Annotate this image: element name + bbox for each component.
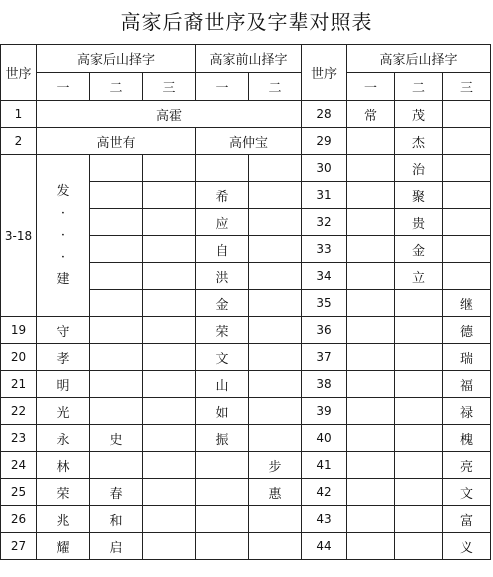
gen-cell: 19 bbox=[1, 317, 37, 344]
empty-cell bbox=[347, 344, 395, 371]
sub-header: 二 bbox=[90, 73, 143, 101]
name-cell bbox=[90, 371, 143, 398]
table-row bbox=[1, 533, 491, 560]
name-cell: 贵 bbox=[395, 209, 443, 236]
name-cell: 启 bbox=[90, 533, 143, 560]
empty-cell bbox=[90, 290, 143, 317]
name-cell: 振 bbox=[196, 425, 249, 452]
empty-cell bbox=[249, 182, 302, 209]
gen-cell: 32 bbox=[302, 209, 347, 236]
empty-cell bbox=[347, 371, 395, 398]
gen-cell: 41 bbox=[302, 452, 347, 479]
name-cell: 洪 bbox=[196, 263, 249, 290]
name-cell bbox=[143, 533, 196, 560]
table-row bbox=[1, 398, 491, 425]
name-cell: 史 bbox=[90, 425, 143, 452]
name-cell bbox=[143, 506, 196, 533]
empty-cell bbox=[143, 182, 196, 209]
gen-cell: 42 bbox=[302, 479, 347, 506]
name-cell bbox=[443, 155, 491, 182]
gen-cell: 23 bbox=[1, 425, 37, 452]
name-cell: 耀 bbox=[37, 533, 90, 560]
name-char: · bbox=[60, 249, 66, 265]
table-row bbox=[1, 425, 491, 452]
name-cell bbox=[196, 452, 249, 479]
name-cell: 永 bbox=[37, 425, 90, 452]
page-title: 高家后裔世序及字辈对照表 bbox=[120, 10, 373, 34]
table-row bbox=[1, 371, 491, 398]
gen-cell: 34 bbox=[302, 263, 347, 290]
name-cell bbox=[443, 182, 491, 209]
empty-cell bbox=[249, 290, 302, 317]
name-cell bbox=[143, 452, 196, 479]
name-cell bbox=[143, 371, 196, 398]
name-cell bbox=[196, 506, 249, 533]
empty-cell bbox=[249, 236, 302, 263]
empty-cell bbox=[395, 479, 443, 506]
empty-cell bbox=[347, 479, 395, 506]
table-row bbox=[1, 344, 491, 371]
gen-cell: 25 bbox=[1, 479, 37, 506]
name-cell bbox=[196, 155, 249, 182]
name-cell: 文 bbox=[196, 344, 249, 371]
name-cell bbox=[443, 236, 491, 263]
name-cell: 金 bbox=[395, 236, 443, 263]
name-cell: 聚 bbox=[395, 182, 443, 209]
gen-cell: 20 bbox=[1, 344, 37, 371]
name-char: · bbox=[60, 205, 66, 221]
gen-cell: 1 bbox=[1, 101, 37, 128]
gen-cell: 3-18 bbox=[1, 155, 37, 317]
empty-cell bbox=[395, 371, 443, 398]
header-qianshan: 高家前山择字 bbox=[196, 45, 302, 73]
gen-cell: 2 bbox=[1, 128, 37, 155]
name-char: 建 bbox=[56, 271, 70, 287]
empty-cell bbox=[90, 263, 143, 290]
gen-cell: 22 bbox=[1, 398, 37, 425]
name-cell bbox=[395, 290, 443, 317]
name-cell: 继 bbox=[443, 290, 491, 317]
name-cell: 春 bbox=[90, 479, 143, 506]
sub-header: 一 bbox=[347, 73, 395, 101]
gen-cell: 29 bbox=[302, 128, 347, 155]
name-cell bbox=[143, 344, 196, 371]
empty-cell bbox=[249, 155, 302, 182]
sub-header: 一 bbox=[196, 73, 249, 101]
name-cell: 文 bbox=[443, 479, 491, 506]
name-cell: 明 bbox=[37, 371, 90, 398]
name-cell bbox=[249, 506, 302, 533]
name-cell: 自 bbox=[196, 236, 249, 263]
sub-header: 一 bbox=[37, 73, 90, 101]
name-cell: 高世有 bbox=[37, 128, 196, 155]
empty-cell bbox=[143, 290, 196, 317]
name-cell: 金 bbox=[196, 290, 249, 317]
empty-cell bbox=[143, 236, 196, 263]
sub-header: 二 bbox=[395, 73, 443, 101]
name-cell bbox=[347, 182, 395, 209]
gen-cell: 28 bbox=[302, 101, 347, 128]
name-cell: 光 bbox=[37, 398, 90, 425]
gen-cell: 33 bbox=[302, 236, 347, 263]
empty-cell bbox=[143, 263, 196, 290]
table-row bbox=[1, 479, 491, 506]
name-cell bbox=[443, 101, 491, 128]
header-generation-right: 世序 bbox=[302, 45, 347, 101]
name-cell bbox=[143, 479, 196, 506]
empty-cell bbox=[143, 209, 196, 236]
table-row bbox=[1, 155, 491, 182]
header-generation: 世序 bbox=[1, 45, 37, 101]
name-cell bbox=[347, 128, 395, 155]
name-cell bbox=[90, 344, 143, 371]
sub-header: 三 bbox=[143, 73, 196, 101]
gen-cell: 35 bbox=[302, 290, 347, 317]
name-cell bbox=[143, 398, 196, 425]
name-cell: 兆 bbox=[37, 506, 90, 533]
name-cell bbox=[347, 236, 395, 263]
name-cell: 禄 bbox=[443, 398, 491, 425]
name-cell bbox=[249, 533, 302, 560]
gen-cell: 38 bbox=[302, 371, 347, 398]
name-cell bbox=[90, 452, 143, 479]
gen-cell: 30 bbox=[302, 155, 347, 182]
empty-cell bbox=[395, 344, 443, 371]
empty-cell bbox=[90, 209, 143, 236]
empty-cell bbox=[395, 398, 443, 425]
name-cell bbox=[143, 317, 196, 344]
name-cell: 常 bbox=[347, 101, 395, 128]
empty-cell bbox=[395, 425, 443, 452]
name-cell: 步 bbox=[249, 452, 302, 479]
gen-cell: 37 bbox=[302, 344, 347, 371]
generation-table bbox=[0, 44, 491, 560]
table-row bbox=[1, 506, 491, 533]
gen-cell: 36 bbox=[302, 317, 347, 344]
gen-cell: 44 bbox=[302, 533, 347, 560]
name-cell: 瑞 bbox=[443, 344, 491, 371]
name-cell bbox=[347, 155, 395, 182]
sub-header: 三 bbox=[443, 73, 491, 101]
name-cell: 荣 bbox=[196, 317, 249, 344]
name-cell: 义 bbox=[443, 533, 491, 560]
name-cell bbox=[143, 425, 196, 452]
empty-cell bbox=[347, 506, 395, 533]
name-cell: 德 bbox=[443, 317, 491, 344]
name-cell: 立 bbox=[395, 263, 443, 290]
name-cell bbox=[443, 128, 491, 155]
gen-cell: 27 bbox=[1, 533, 37, 560]
name-cell: 槐 bbox=[443, 425, 491, 452]
name-char: · bbox=[60, 227, 66, 243]
name-cell: 孝 bbox=[37, 344, 90, 371]
header-houshan-right: 高家后山择字 bbox=[347, 45, 491, 73]
table-row bbox=[1, 101, 491, 128]
name-cell bbox=[249, 398, 302, 425]
name-cell: 守 bbox=[37, 317, 90, 344]
empty-cell bbox=[395, 506, 443, 533]
name-cell bbox=[90, 317, 143, 344]
name-cell bbox=[249, 344, 302, 371]
name-cell: 荣 bbox=[37, 479, 90, 506]
table-row bbox=[1, 128, 491, 155]
empty-cell bbox=[90, 182, 143, 209]
name-cell: 惠 bbox=[249, 479, 302, 506]
empty-cell bbox=[347, 398, 395, 425]
name-cell: 应 bbox=[196, 209, 249, 236]
vertical-name-cell bbox=[37, 155, 90, 317]
name-cell bbox=[196, 533, 249, 560]
name-cell: 希 bbox=[196, 182, 249, 209]
gen-cell: 24 bbox=[1, 452, 37, 479]
name-cell: 如 bbox=[196, 398, 249, 425]
name-cell: 亮 bbox=[443, 452, 491, 479]
table-row bbox=[1, 317, 491, 344]
empty-cell bbox=[347, 317, 395, 344]
sub-header: 二 bbox=[249, 73, 302, 101]
empty-cell bbox=[395, 452, 443, 479]
empty-cell bbox=[347, 425, 395, 452]
name-cell bbox=[347, 290, 395, 317]
name-cell: 高霍 bbox=[37, 101, 302, 128]
name-cell: 林 bbox=[37, 452, 90, 479]
name-cell bbox=[249, 425, 302, 452]
empty-cell bbox=[90, 155, 143, 182]
name-cell: 山 bbox=[196, 371, 249, 398]
table-row bbox=[1, 452, 491, 479]
name-cell: 富 bbox=[443, 506, 491, 533]
name-cell bbox=[347, 209, 395, 236]
name-cell: 福 bbox=[443, 371, 491, 398]
gen-cell: 26 bbox=[1, 506, 37, 533]
name-cell bbox=[249, 371, 302, 398]
name-cell bbox=[443, 263, 491, 290]
name-cell bbox=[196, 479, 249, 506]
empty-cell bbox=[395, 317, 443, 344]
name-char: 发 bbox=[56, 183, 70, 199]
gen-cell: 39 bbox=[302, 398, 347, 425]
name-cell: 和 bbox=[90, 506, 143, 533]
name-cell bbox=[347, 263, 395, 290]
gen-cell: 43 bbox=[302, 506, 347, 533]
empty-cell bbox=[143, 155, 196, 182]
gen-cell: 40 bbox=[302, 425, 347, 452]
empty-cell bbox=[395, 533, 443, 560]
name-cell: 杰 bbox=[395, 128, 443, 155]
gen-cell: 31 bbox=[302, 182, 347, 209]
name-cell: 治 bbox=[395, 155, 443, 182]
empty-cell bbox=[249, 209, 302, 236]
name-cell bbox=[90, 398, 143, 425]
empty-cell bbox=[249, 263, 302, 290]
name-cell bbox=[443, 209, 491, 236]
name-cell: 茂 bbox=[395, 101, 443, 128]
name-cell bbox=[249, 317, 302, 344]
empty-cell bbox=[347, 452, 395, 479]
header-houshan-left: 高家后山择字 bbox=[37, 45, 196, 73]
empty-cell bbox=[90, 236, 143, 263]
gen-cell: 21 bbox=[1, 371, 37, 398]
empty-cell bbox=[347, 533, 395, 560]
name-cell: 高仲宝 bbox=[196, 128, 302, 155]
